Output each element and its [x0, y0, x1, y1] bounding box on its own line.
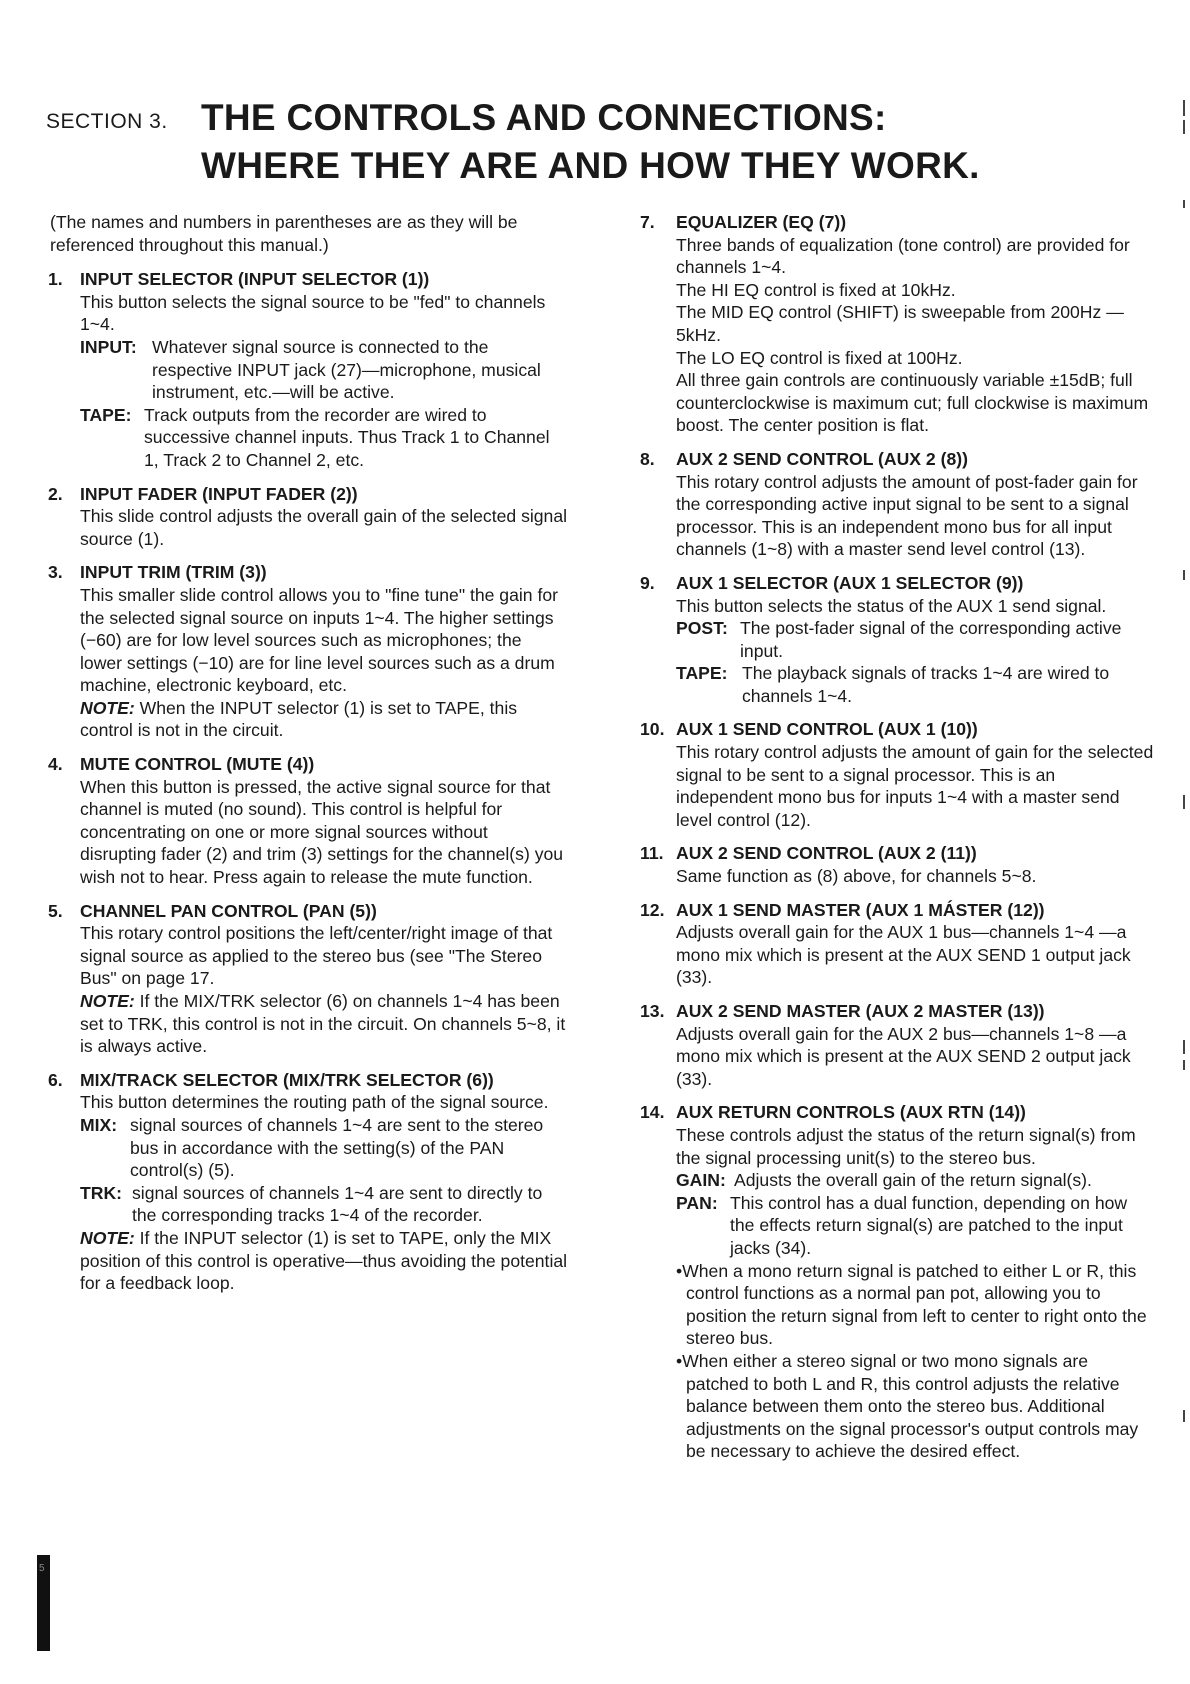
item-body: This rotary control positions the left/center/right image of that signal source as applied to the stereo bus (see "The Stereo Bus" on page 17. — [80, 923, 553, 989]
item-aux2-send-master — [640, 1000, 1155, 1090]
item-title: CHANNEL PAN CONTROL (PAN (5)) — [80, 900, 377, 921]
item-body: When this button is pressed, the active signal source for that channel is muted (no sound). This control is helpful for concentrating on one or more signal sources without disrupting fader (2) and trim (3) settings for the channel(s) you wish not to hear. Press again to release the mute function. — [80, 776, 564, 888]
right-column — [640, 211, 1155, 1474]
note-label: NOTE: — [80, 991, 135, 1011]
definition-text: signal sources of channels 1~4 are sent to the stereo bus in accordance with the setting(s) of the PAN control(s) (5). — [130, 1114, 544, 1181]
definition-text: signal sources of channels 1~4 are sent to directly to the corresponding tracks 1~4 of the recorder. — [132, 1182, 543, 1226]
left-column — [48, 211, 568, 1306]
item-number: 9. — [640, 572, 655, 593]
item-body-line: The LO EQ control is fixed at 100Hz. — [676, 347, 963, 368]
section-label: SECTION 3. — [46, 110, 168, 133]
title-line-1: THE CONTROLS AND CONNECTIONS: — [201, 97, 887, 138]
definition-input — [80, 336, 568, 404]
definition-text: The playback signals of tracks 1~4 are wired to channels 1~4. — [742, 663, 1110, 706]
edge-mark — [1183, 120, 1185, 134]
item-body: This slide control adjusts the overall gain of the selected signal source (1). — [80, 506, 568, 549]
item-title: AUX 2 SEND CONTROL (AUX 2 (11)) — [676, 843, 977, 864]
item-note — [80, 990, 568, 1058]
definition-term: TRK: — [80, 1182, 123, 1203]
item-body: Same function as (8) above, for channels 5~8. — [676, 866, 1037, 887]
definition-term: INPUT: — [80, 336, 137, 357]
edge-mark — [1183, 100, 1185, 116]
item-number: 8. — [640, 448, 655, 469]
item-aux1-send-master — [640, 899, 1155, 989]
definition-term: TAPE: — [676, 663, 728, 684]
item-mix-track-selector — [48, 1069, 568, 1295]
definition-term: POST: — [676, 618, 728, 639]
bullet-item: •When a mono return signal is patched to either L or R, this control functions as a normal pan pot, allowing you to position the return signal from left to center to right onto the stereo bus. — [676, 1260, 1147, 1349]
item-body-line: All three gain controls are continuously variable ±15dB; full counterclockwise is maximum cut; full clockwise is maximum boost. The center position is flat. — [676, 370, 1149, 436]
edge-mark — [1183, 1060, 1185, 1070]
item-input-fader — [48, 483, 568, 551]
title-line-2: WHERE THEY ARE AND HOW THEY WORK. — [201, 145, 980, 186]
item-title: AUX RETURN CONTROLS (AUX RTN (14)) — [676, 1102, 1026, 1123]
item-body-line: The MID EQ control (SHIFT) is sweepable from 200Hz —5kHz. — [676, 302, 1124, 345]
item-body: Adjusts overall gain for the AUX 2 bus—channels 1~8 —a mono mix which is present at the AUX SEND 2 output jack (33). — [676, 1023, 1131, 1089]
note-label: NOTE: — [80, 1227, 135, 1248]
page-tab — [37, 1555, 50, 1651]
note-label: NOTE: — [80, 697, 135, 718]
edge-mark — [1183, 1040, 1185, 1054]
item-title: MUTE CONTROL (MUTE (4)) — [80, 754, 315, 775]
item-channel-pan — [48, 900, 568, 1058]
item-title: INPUT TRIM (TRIM (3)) — [80, 562, 267, 583]
item-number: 10. — [640, 719, 665, 740]
item-number: 5. — [48, 900, 63, 921]
bullet-item: •When either a stereo signal or two mono signals are patched to both L and R, this control adjusts the relative balance between them onto the stereo bus. Additional adjustments on the signal processor's output controls may be necessary to achieve the desired effect. — [676, 1350, 1139, 1462]
item-aux2-send-control-11 — [640, 842, 1155, 887]
item-number: 4. — [48, 754, 63, 775]
item-input-trim — [48, 561, 568, 742]
item-note — [80, 697, 568, 742]
item-aux1-selector — [640, 572, 1155, 708]
item-equalizer — [640, 211, 1155, 437]
definition-text: The post-fader signal of the corresponding active input. — [740, 618, 1122, 661]
definition-tape — [676, 662, 1155, 707]
item-body-line: The HI EQ control is fixed at 10kHz. — [676, 279, 956, 300]
edge-mark — [1183, 1410, 1185, 1422]
item-title: AUX 2 SEND CONTROL (AUX 2 (8)) — [676, 448, 968, 469]
item-body: This button selects the status of the AUX 1 send signal. — [676, 595, 1107, 616]
item-title: AUX 1 SEND MASTER (AUX 1 MÁSTER (12)) — [676, 899, 1045, 920]
item-number: 13. — [640, 1001, 665, 1021]
definition-term: GAIN: — [676, 1170, 726, 1191]
item-body: This rotary control adjusts the amount of gain for the selected signal to be sent to a signal processor. This is an independent mono bus for inputs 1~4 with a master send level control (12). — [676, 742, 1154, 830]
item-title: INPUT FADER (INPUT FADER (2)) — [80, 483, 358, 504]
definition-pan — [676, 1192, 1155, 1260]
page-number: 5 — [39, 1563, 45, 1574]
edge-mark — [1183, 795, 1185, 809]
edge-mark — [1183, 200, 1185, 208]
item-aux2-send-control — [640, 448, 1155, 561]
definition-term: PAN: — [676, 1192, 718, 1213]
item-title: MIX/TRACK SELECTOR (MIX/TRK SELECTOR (6)) — [80, 1069, 494, 1090]
item-number: 2. — [48, 483, 63, 504]
item-title: EQUALIZER (EQ (7)) — [676, 212, 847, 232]
item-number: 7. — [640, 212, 655, 232]
note-text: When the INPUT selector (1) is set to TAPE, this control is not in the circuit. — [80, 697, 518, 741]
item-mute-control — [48, 753, 568, 889]
definition-post — [676, 617, 1155, 662]
definition-trk — [80, 1182, 568, 1227]
definition-text: Whatever signal source is connected to the respective INPUT jack (27)—microphone, musical instrument, etc.—will be active. — [152, 336, 541, 403]
edge-mark — [1183, 570, 1185, 580]
item-number: 6. — [48, 1069, 63, 1090]
item-number: 12. — [640, 899, 665, 920]
note-text: If the INPUT selector (1) is set to TAPE, only the MIX position of this control is operative—thus avoiding the potential for a feedback loop. — [80, 1227, 568, 1294]
item-note — [80, 1227, 568, 1295]
definition-mix — [80, 1114, 568, 1182]
item-title: AUX 1 SEND CONTROL (AUX 1 (10)) — [676, 719, 978, 740]
item-body: This smaller slide control allows you to "fine tune" the gain for the selected signal source on inputs 1~4. The higher settings (−60) are for low level sources such as microphones; the lower settings (−10) are for line level sources such as a drum machine, electronic keyboard, etc. — [80, 584, 558, 696]
note-text: If the MIX/TRK selector (6) on channels 1~4 has been set to TRK, this control is not in the circuit. On channels 5~8, it is always active. — [80, 991, 566, 1057]
item-body: This button determines the routing path of the signal source. — [80, 1092, 549, 1113]
item-title: INPUT SELECTOR (INPUT SELECTOR (1)) — [80, 269, 430, 290]
definition-term: MIX: — [80, 1114, 118, 1135]
definition-tape — [80, 404, 568, 472]
item-body: These controls adjust the status of the return signal(s) from the signal processing unit(s) to the stereo bus. — [676, 1124, 1136, 1168]
item-input-selector — [48, 268, 568, 471]
item-number: 1. — [48, 269, 63, 290]
item-title: AUX 2 SEND MASTER (AUX 2 MASTER (13)) — [676, 1001, 1045, 1021]
item-body: This rotary control adjusts the amount of post-fader gain for the corresponding active input signal to be sent to a signal processor. This is an independent mono bus for all input channels (1~8) with a master send level control (13). — [676, 471, 1138, 560]
definition-term: TAPE: — [80, 404, 132, 425]
item-number: 3. — [48, 562, 63, 583]
item-body: This button selects the signal source to be "fed" to channels 1~4. — [80, 291, 546, 335]
definition-text: Adjusts the overall gain of the return signal(s). — [734, 1170, 1092, 1191]
item-aux-return-controls — [640, 1101, 1155, 1463]
definition-text: Track outputs from the recorder are wired to successive channel inputs. Thus Track 1 to Channel 1, Track 2 to Channel 2, etc. — [144, 404, 550, 470]
item-number: 14. — [640, 1102, 665, 1123]
intro-text: (The names and numbers in parentheses are as they will be referenced throughout this manual.) — [50, 212, 518, 255]
definition-text: This control has a dual function, depending on how the effects return signal(s) are patched to the input jacks (34). — [730, 1192, 1128, 1258]
definition-gain — [676, 1169, 1155, 1192]
item-body: Adjusts overall gain for the AUX 1 bus—channels 1~4 —a mono mix which is present at the AUX SEND 1 output jack (33). — [676, 922, 1131, 988]
item-title: AUX 1 SELECTOR (AUX 1 SELECTOR (9)) — [676, 572, 1024, 593]
item-aux1-send-control — [640, 718, 1155, 831]
item-number: 11. — [640, 843, 664, 864]
page-title — [201, 94, 1101, 190]
item-body-line: Three bands of equalization (tone control) are provided for channels 1~4. — [676, 234, 1130, 278]
